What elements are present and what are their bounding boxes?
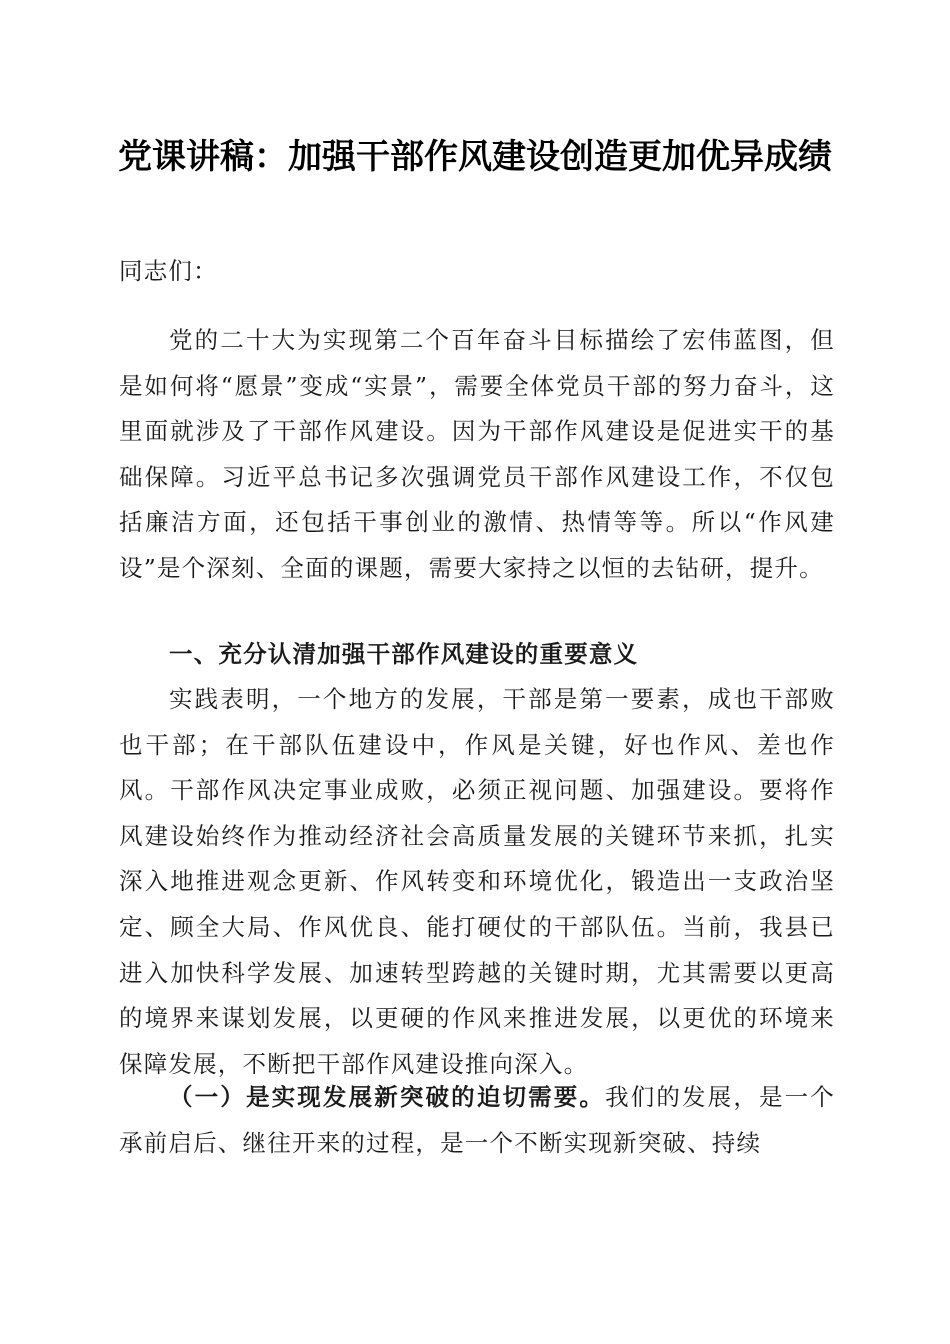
section-heading: 一、充分认清加强干部作风建设的重要意义 bbox=[169, 640, 639, 668]
intro-paragraph: 党的二十大为实现第二个百年奋斗目标描绘了宏伟蓝图，但是如何将“愿景”变成“实景”，需要全体党员干部的努力奋斗，这里面就涉及了干部作风建设。因为干部作风建设是促进实干的基础保障。习近平总书记多次强调党员干部作风建设工作，不仅包括廉洁方面，还包括干事创业的激情、热情等等。所以“作风建设”是个深刻、全面的课题，需要大家持之以恒的去钻研，提升。 bbox=[119, 326, 835, 582]
document-title: 党课讲稿：加强干部作风建设创造更加优异成绩 bbox=[118, 137, 832, 177]
salutation: 同志们： bbox=[119, 257, 218, 285]
subsection-paragraph bbox=[119, 1075, 835, 1166]
section-paragraph: 实践表明，一个地方的发展，干部是第一要素，成也干部败也干部；在干部队伍建设中，作风是关键，好也作风、差也作风。干部作风决定事业成败，必须正视问题、加强建设。要将作风建设始终作为推动经济社会高质量发展的关键环节来抓，扎实深入地推进观念更新、作风转变和环境优化，锻造出一支政治坚定、顾全大局、作风优良、能打硬仗的干部队伍。当前，我县已进入加快科学发展、加速转型跨越的关键时期，尤其需要以更高的境界来谋划发展，以更硬的作风来推进发展，以更优的环境来保障发展，不断把干部作风建设推向深入。 bbox=[119, 685, 835, 1078]
subsection-text: 我们的发展，是一个承前启后、继往开来的过程，是一个不断实现新突破、持续 bbox=[119, 1083, 835, 1157]
subsection-lead: （一）是实现发展新突破的迫切需要。 bbox=[169, 1083, 606, 1111]
